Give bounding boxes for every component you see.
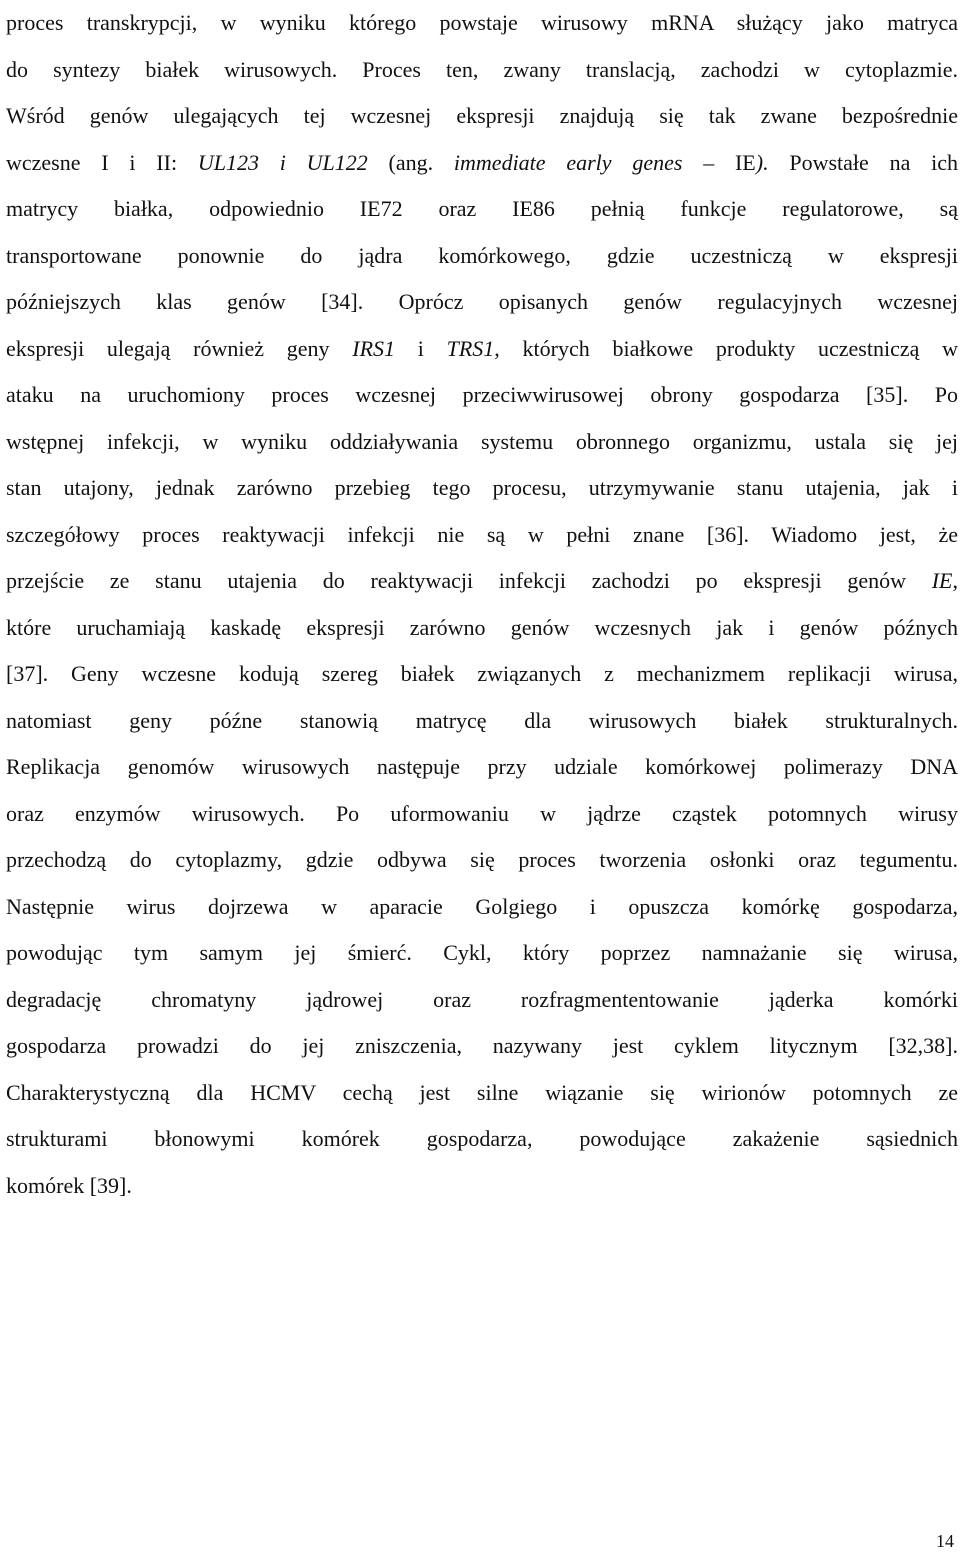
text-line: matrycy białka, odpowiednio IE72 oraz IE86 pełnią funkcje regulatorowe, są <box>6 196 958 221</box>
italic-text: TRS1 <box>446 335 495 361</box>
text-segment: i <box>395 335 447 361</box>
text-line: degradację chromatyny jądrowej oraz rozfragmententowanie jąderka komórki <box>6 986 958 1012</box>
text-line <box>6 326 958 373</box>
text-line: późniejszych klas genów [34]. Oprócz opisanych genów regulacyjnych wczesnej <box>6 289 958 314</box>
text-line: wstępnej infekcji, w wyniku oddziaływania systemu obronnego organizmu, ustala się jej <box>6 428 958 454</box>
text-line: oraz enzymów wirusowych. Po uformowaniu w jądrze cząstek potomnych wirusy <box>6 800 958 826</box>
text-segment: (ang. <box>367 149 454 175</box>
text-line: [37]. Geny wczesne kodują szereg białek związanych z mechanizmem replikacji wirusa, <box>6 661 958 686</box>
text-line: komórek [39]. <box>6 1172 132 1198</box>
italic-text: IE <box>931 568 953 593</box>
text-line: Charakterystyczną dla HCMV cechą jest silne wiązanie się wirionów potomnych ze <box>6 1079 958 1105</box>
text-line: Wśród genów ulegających tej wczesnej ekspresji znajdują się tak zwane bezpośrednie <box>6 103 958 128</box>
text-segment: ekspresji ulegają również geny <box>6 335 353 361</box>
text-line: przechodzą do cytoplazmy, gdzie odbywa się proces tworzenia osłonki oraz tegumentu. <box>6 847 958 872</box>
text-segment: , których białkowe produkty uczestniczą w <box>494 335 958 361</box>
text-segment: , <box>952 568 958 593</box>
document-body <box>6 0 958 1209</box>
text-line <box>6 140 958 187</box>
text-line: Replikacja genomów wirusowych następuje przy udziale komórkowej polimerazy DNA <box>6 754 958 779</box>
text-line: strukturami błonowymi komórek gospodarza, powodujące zakażenie sąsiednich <box>6 1126 958 1151</box>
text-segment: wczesne I i II: <box>6 149 198 175</box>
text-line: ataku na uruchomiony proces wczesnej przeciwwirusowej obrony gospodarza [35]. Po <box>6 382 958 407</box>
text-segment: – IE <box>682 149 756 175</box>
italic-text: ). <box>755 149 769 175</box>
text-line: stan utajony, jednak zarówno przebieg tego procesu, utrzymywanie stanu utajenia, jak i <box>6 475 958 500</box>
text-line: natomiast geny późne stanowią matrycę dla wirusowych białek strukturalnych. <box>6 707 958 733</box>
page-number: 14 <box>936 1531 954 1551</box>
text-line <box>6 558 958 605</box>
text-line: Następnie wirus dojrzewa w aparacie Golgiego i opuszcza komórkę gospodarza, <box>6 893 958 919</box>
text-line: powodując tym samym jej śmierć. Cykl, który poprzez namnażanie się wirusa, <box>6 940 958 965</box>
text-line: transportowane ponownie do jądra komórkowego, gdzie uczestniczą w ekspresji <box>6 242 958 268</box>
text-segment: Powstałe na ich <box>768 149 958 175</box>
italic-text: IRS1 <box>352 335 396 361</box>
text-line: które uruchamiają kaskadę ekspresji zarówno genów wczesnych jak i genów późnych <box>6 614 958 640</box>
text-line: proces transkrypcji, w wyniku którego powstaje wirusowy mRNA służący jako matryca <box>6 10 958 35</box>
text-segment: przejście ze stanu utajenia do reaktywacji infekcji zachodzi po ekspresji genów <box>6 568 932 593</box>
italic-text: UL123 i UL122 <box>197 149 368 175</box>
text-line: szczegółowy proces reaktywacji infekcji nie są w pełni znane [36]. Wiadomo jest, że <box>6 521 958 547</box>
italic-text: immediate early genes <box>453 149 683 175</box>
text-line: do syntezy białek wirusowych. Proces ten, zwany translacją, zachodzi w cytoplazmie. <box>6 56 958 82</box>
text-line: gospodarza prowadzi do jej zniszczenia, nazywany jest cyklem litycznym [32,38]. <box>6 1033 958 1058</box>
